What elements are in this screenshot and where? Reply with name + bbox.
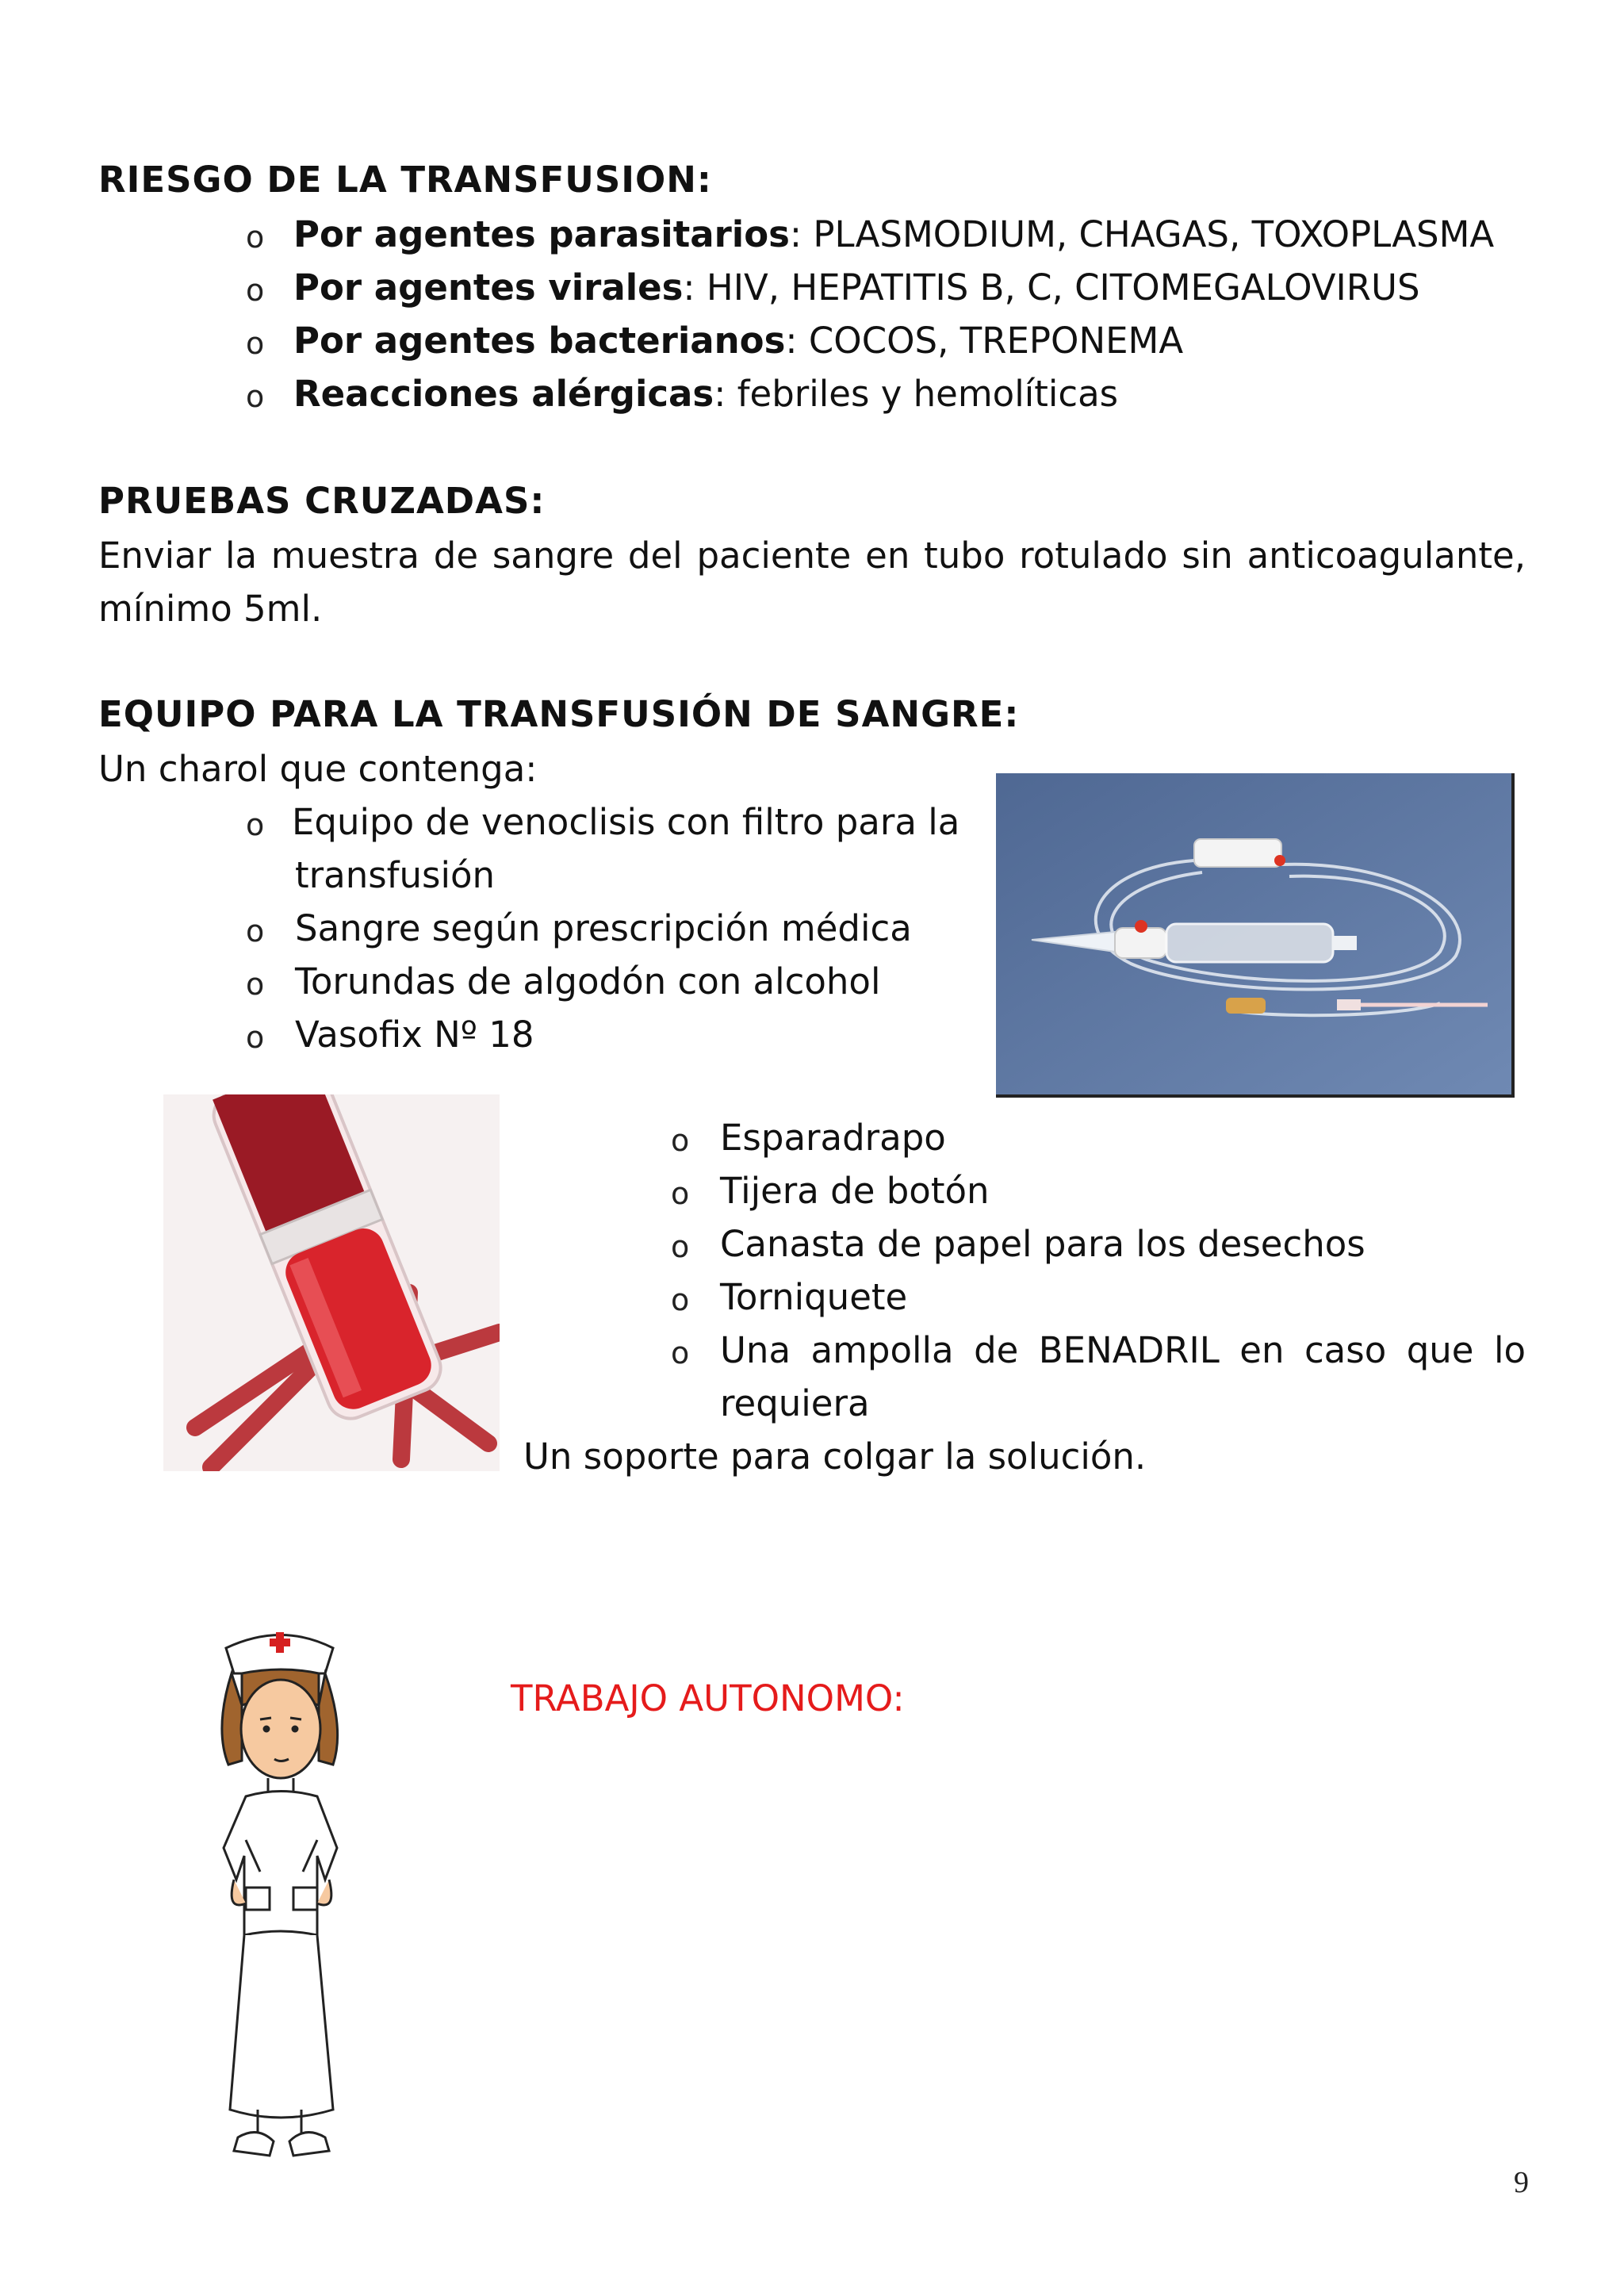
- bullet: o: [246, 807, 265, 842]
- equipo-intro: Un charol que contenga:: [98, 748, 538, 790]
- equipo-item: Canasta de papel para los desechos: [720, 1223, 1365, 1265]
- heading-equipo: EQUIPO PARA LA TRANSFUSIÓN DE SANGRE:: [98, 693, 1020, 735]
- item-bold: Por agentes bacterianos: [293, 320, 786, 362]
- bullet: o: [671, 1336, 690, 1370]
- pruebas-line-1: Enviar la muestra de sangre del paciente en tubo rotulado sin anticoagulante,: [98, 535, 1526, 577]
- equipo-item: Vasofix Nº 18: [295, 1014, 534, 1056]
- iv-infusion-set-photo: [996, 773, 1515, 1098]
- item-rest: : PLASMODIUM, CHAGAS, TOXOPLASMA: [789, 213, 1495, 255]
- equipo-item-cont: transfusión: [295, 854, 496, 896]
- drip-chamber: [1166, 924, 1333, 962]
- bullet: o: [671, 1282, 690, 1317]
- blood-tube-drawing: [163, 1094, 500, 1471]
- equipo-item-cont: requiera: [720, 1382, 870, 1424]
- bullet: o: [246, 914, 265, 949]
- equipo-item: Torundas de algodón con alcohol: [295, 960, 881, 1002]
- bullet: o: [246, 220, 265, 255]
- riesgo-item-3: [293, 314, 1183, 367]
- nurse-drawing: [198, 1618, 365, 2165]
- equipo-item: Una ampolla de BENADRIL en caso que lo: [720, 1329, 1526, 1371]
- blood-tube-photo: [163, 1094, 500, 1471]
- item-bold: Por agentes virales: [293, 266, 684, 309]
- riesgo-item-4: [293, 367, 1118, 420]
- bullet: o: [246, 1020, 265, 1055]
- bullet: o: [246, 326, 265, 361]
- connector: [1226, 998, 1266, 1014]
- riesgo-item-2: [293, 261, 1420, 314]
- item-rest: : febriles y hemolíticas: [714, 373, 1119, 415]
- pruebas-line-2: mínimo 5ml.: [98, 588, 323, 630]
- bullet: o: [246, 967, 265, 1002]
- riesgo-item-1: [293, 208, 1494, 261]
- heading-pruebas: PRUEBAS CRUZADAS:: [98, 480, 546, 522]
- roller-clamp: [1194, 839, 1281, 867]
- bullet: o: [671, 1123, 690, 1158]
- page-number: 9: [1514, 2166, 1529, 2199]
- item-rest: : COCOS, TREPONEMA: [785, 320, 1184, 362]
- bullet: o: [671, 1229, 690, 1264]
- equipo-item: Equipo de venoclisis con filtro para la: [292, 801, 960, 843]
- item-bold: Por agentes parasitarios: [293, 213, 790, 255]
- item-bold: Reacciones alérgicas: [293, 373, 714, 415]
- equipo-item: Tijera de botón: [720, 1170, 990, 1212]
- iv-set-drawing: [996, 773, 1511, 1094]
- heading-trabajo-autonomo: TRABAJO AUTONOMO:: [511, 1677, 905, 1719]
- equipo-outro: Un soporte para colgar la solución.: [523, 1435, 1147, 1478]
- bullet: o: [246, 273, 265, 308]
- equipo-item: Esparadrapo: [720, 1117, 946, 1159]
- equipo-item: Sangre según prescripción médica: [295, 907, 912, 949]
- bullet: o: [671, 1176, 690, 1211]
- bullet: o: [246, 379, 265, 414]
- heading-riesgo: RIESGO DE LA TRANSFUSION:: [98, 159, 712, 201]
- nurse-illustration: [198, 1618, 365, 2165]
- equipo-item: Torniquete: [720, 1276, 908, 1318]
- item-rest: : HIV, HEPATITIS B, C, CITOMEGALOVIRUS: [683, 266, 1420, 309]
